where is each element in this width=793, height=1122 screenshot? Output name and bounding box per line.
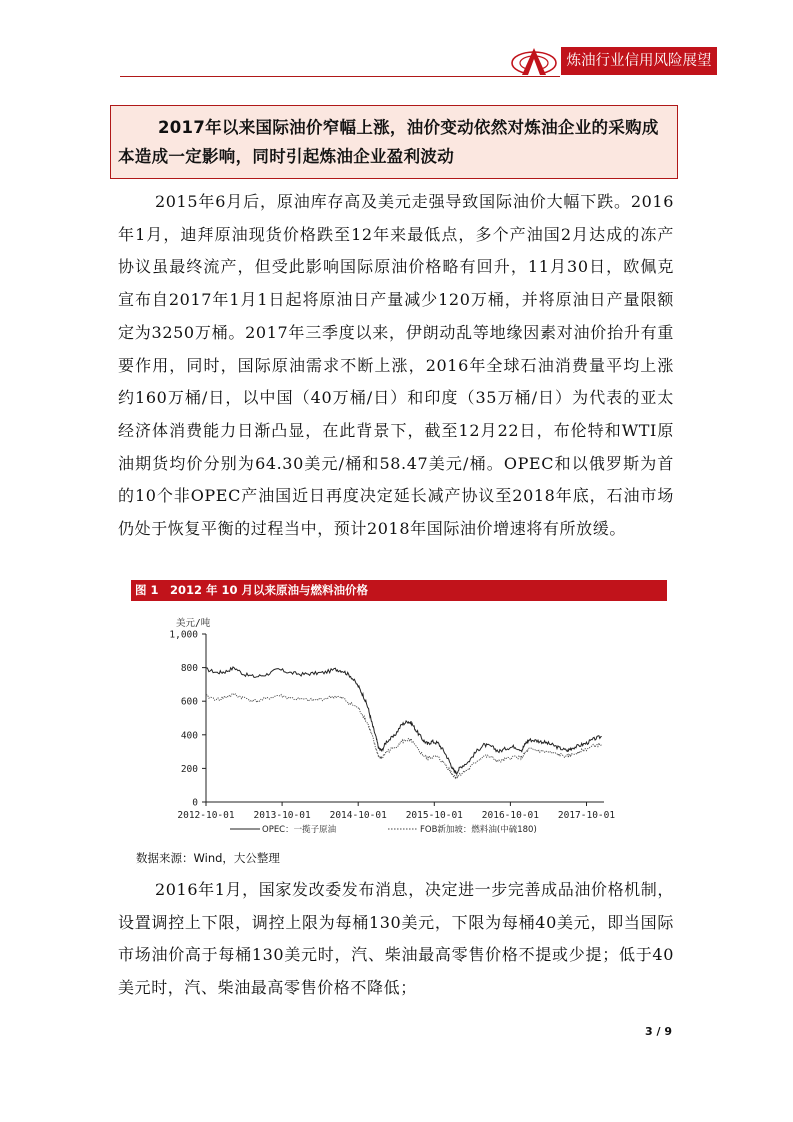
body-paragraph-2: 2016年1月，国家发改委发布消息，决定进一步完善成品油价格机制，设置调控上下限，调控上限为每桶130美元，下限为每桶40美元，即当国际市场油价高于每桶130美元时，汽、柴油最高零售价格不提或少提；低于40美元时，汽、柴油最高零售价格不降低； [118, 880, 674, 998]
x-tick-label: 2013-10-01 [253, 810, 311, 821]
x-tick-label: 2017-10-01 [557, 810, 616, 821]
figure-caption: 图 1 2012 年 10 月以来原油与燃料油价格 [135, 583, 369, 597]
y-axis-label: 美元/吨 [176, 618, 211, 629]
y-tick-label: 600 [180, 696, 198, 708]
figure-caption-bar [131, 580, 667, 601]
callout-heading: 2017年以来国际油价窄幅上涨，油价变动依然对炼油企业的采购成本造成一定影响，同时引起炼油企业盈利波动 [118, 118, 659, 166]
series-line-fob [206, 693, 602, 778]
company-logo-icon [510, 45, 560, 77]
legend-label-fob: FOB新加坡：燃料油(中硫180) [420, 825, 537, 835]
y-tick-label: 800 [180, 663, 198, 675]
x-tick-label: 2016-10-01 [481, 810, 539, 821]
page-number: 3 / 9 [645, 1025, 672, 1038]
y-tick-label: 200 [180, 763, 198, 775]
body-paragraph-1: 2015年6月后，原油库存高及美元走强导致国际油价大幅下跌。2016年1月，迪拜原油现货价格跌至12年来最低点，多个产油国2月达成的冻产协议虽最终流产，但受此影响国际原油价格略有回升，11月30日，欧佩克宣布自2017年1月1日起将原油日产量减少120万桶，并将原油日产量限额定为3250万桶。2017年三季度以来，伊朗动乱等地缘因素对油价抬升有重要作用，同时，国际原油需求不断上涨，2016年全球石油消费量平均上涨约160万桶/日，以中国（40万桶/日）和印度（35万桶/日）为代表的亚太经济体消费能力日渐凸显，在此背景下，截至12月22日，布伦特和WTI原油期货均价分别为64.30美元/桶和58.47美元/桶。OPEC和以俄罗斯为首的10个非OPEC产油国近日再度决定延长减产协议至2018年底，石油市场仍处于恢复平衡的过程当中，预计2018年国际油价增速将有所放缓。 [118, 192, 674, 539]
legend-label-opec: OPEC：一揽子原油 [262, 825, 337, 835]
y-tick-label: 1,000 [169, 629, 198, 641]
y-tick-label: 0 [192, 797, 198, 809]
header-rule [120, 76, 560, 77]
y-tick-label: 400 [180, 730, 198, 742]
x-tick-label: 2012-10-01 [177, 810, 235, 821]
data-source-note: 数据来源：Wind，大公整理 [136, 851, 280, 865]
oil-price-chart [150, 608, 640, 848]
report-title-tag: 炼油行业信用风险展望 [561, 47, 717, 75]
x-tick-label: 2015-10-01 [405, 810, 463, 821]
series-line-opec [206, 667, 602, 774]
x-tick-label: 2014-10-01 [329, 810, 387, 821]
